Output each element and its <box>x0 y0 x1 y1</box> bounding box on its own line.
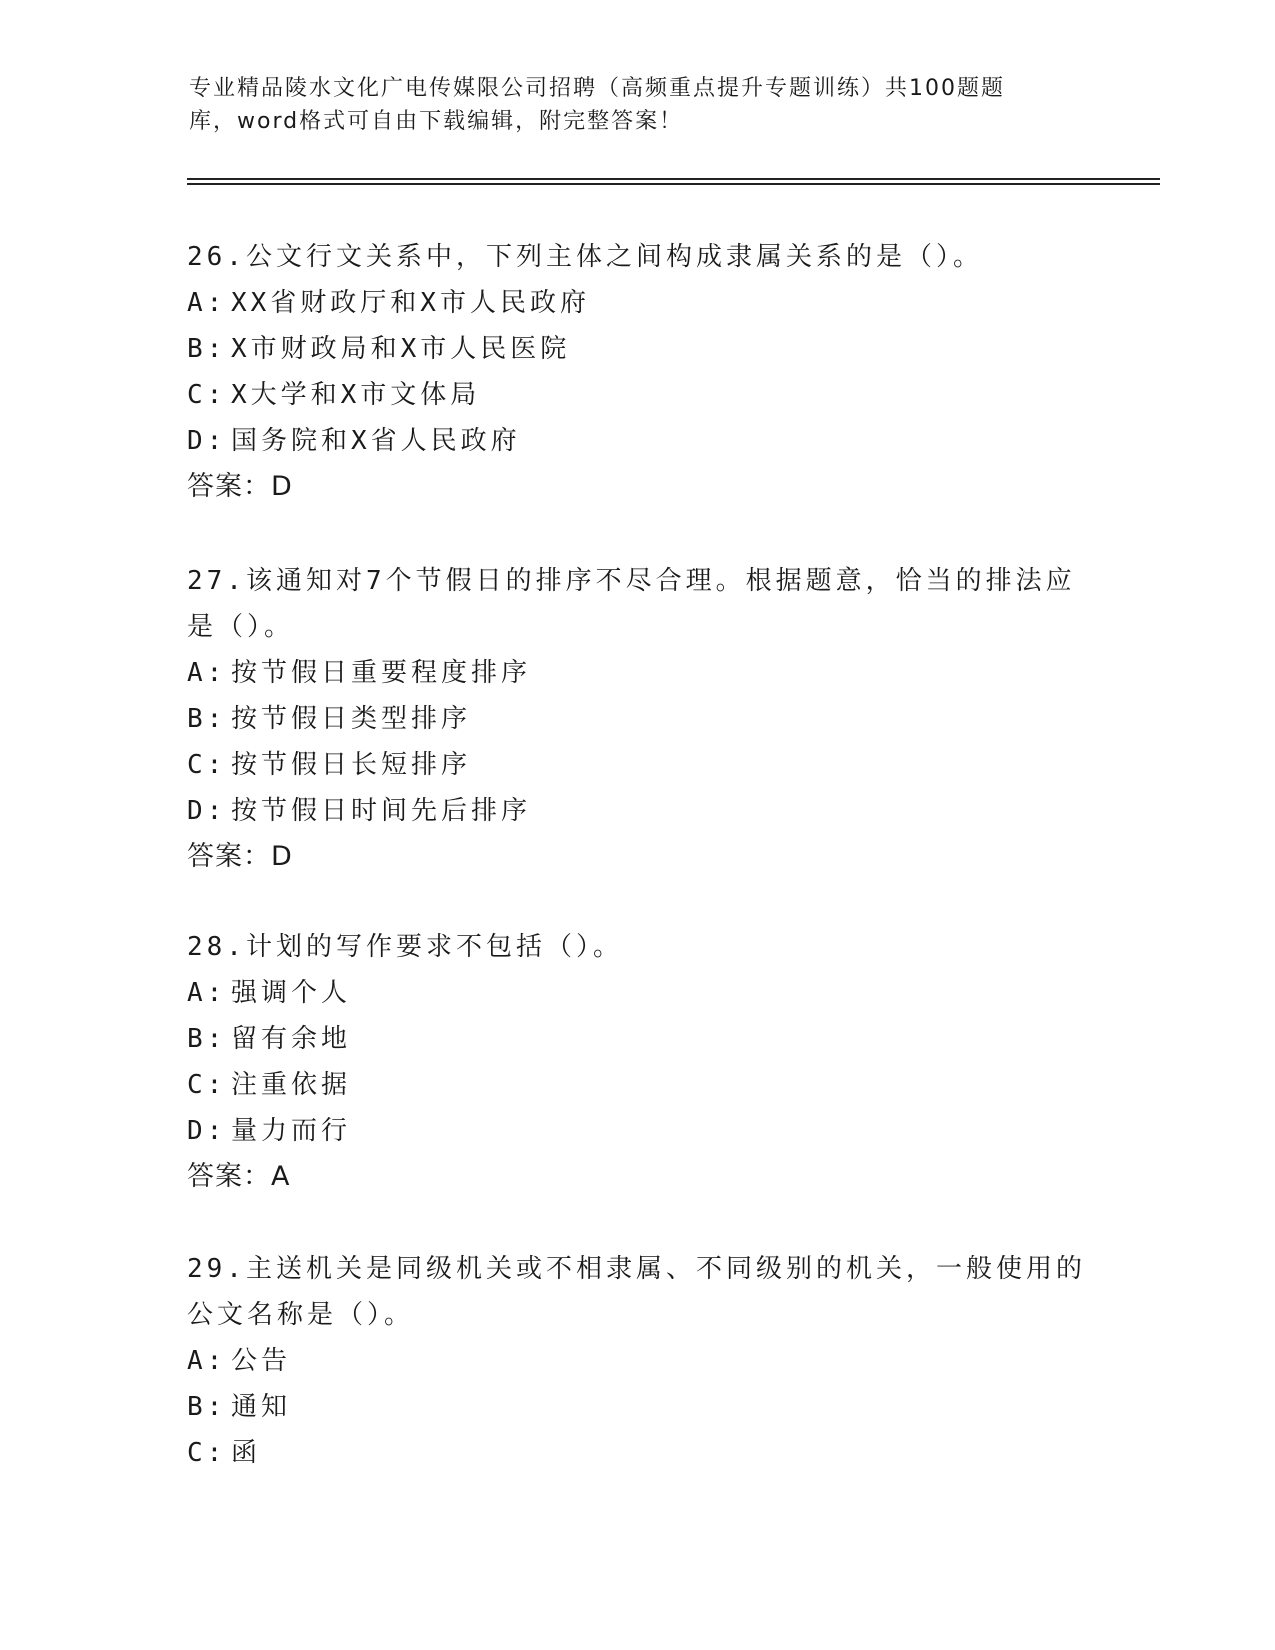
question-text: 主送机关是同级机关或不相隶属、不同级别的机关，一般使用的公文名称是（）。 <box>187 1254 1086 1330</box>
answer-line: 答案：A <box>187 1161 291 1192</box>
option-a <box>187 280 1087 326</box>
option-b <box>187 1384 1087 1430</box>
question-28 <box>187 924 1087 1200</box>
question-stem <box>187 924 1087 970</box>
question-26 <box>187 234 1087 510</box>
option-text: 国务院和X省人民政府 <box>231 426 521 456</box>
option-text: 量力而行 <box>231 1116 352 1146</box>
option-a <box>187 1338 1087 1384</box>
option-text: 按节假日重要程度排序 <box>231 658 532 688</box>
option-letter: C: <box>187 1438 227 1468</box>
option-letter: B: <box>187 704 227 734</box>
question-text: 该通知对7个节假日的排序不尽合理。根据题意，恰当的排法应是（）。 <box>187 566 1076 642</box>
question-text: 计划的写作要求不包括（）。 <box>245 932 623 962</box>
option-a <box>187 970 1087 1016</box>
document-header <box>189 72 1049 138</box>
question-number: 29. <box>187 1254 246 1284</box>
option-letter: B: <box>187 334 227 364</box>
option-a <box>187 650 1087 696</box>
question-stem <box>187 1246 1087 1338</box>
option-text: X大学和X市文体局 <box>231 380 481 410</box>
option-b <box>187 696 1087 742</box>
option-letter: C: <box>187 1070 227 1100</box>
question-stem <box>187 558 1087 650</box>
answer-line: 答案：D <box>187 471 293 502</box>
option-c <box>187 1430 1087 1476</box>
option-letter: B: <box>187 1392 227 1422</box>
option-text: 按节假日时间先后排序 <box>231 796 532 826</box>
option-d <box>187 418 1087 464</box>
option-text: 函 <box>231 1438 262 1468</box>
option-letter: C: <box>187 380 227 410</box>
option-letter: A: <box>187 978 227 1008</box>
option-text: 强调个人 <box>231 978 352 1008</box>
option-letter: B: <box>187 1024 227 1054</box>
option-text: 留有余地 <box>231 1024 352 1054</box>
answer-line: 答案：D <box>187 841 293 872</box>
option-text: 按节假日长短排序 <box>231 750 472 780</box>
question-number: 28. <box>187 932 246 962</box>
option-d <box>187 1108 1087 1154</box>
question-27 <box>187 558 1087 880</box>
question-stem <box>187 234 1087 280</box>
header-divider-bottom <box>187 183 1160 185</box>
question-number: 26. <box>187 242 246 272</box>
option-text: 注重依据 <box>231 1070 352 1100</box>
option-letter: A: <box>187 658 227 688</box>
option-text: 通知 <box>231 1392 292 1422</box>
option-c <box>187 742 1087 788</box>
option-letter: D: <box>187 426 227 456</box>
option-text: 按节假日类型排序 <box>231 704 472 734</box>
option-letter: A: <box>187 288 227 318</box>
question-number: 27. <box>187 566 246 596</box>
option-letter: C: <box>187 750 227 780</box>
option-text: X市财政局和X市人民医院 <box>231 334 571 364</box>
option-d <box>187 788 1087 834</box>
option-c <box>187 372 1087 418</box>
option-text: 公告 <box>231 1346 292 1376</box>
question-29 <box>187 1246 1087 1476</box>
option-letter: D: <box>187 796 227 826</box>
option-b <box>187 326 1087 372</box>
option-b <box>187 1016 1087 1062</box>
question-text: 公文行文关系中，下列主体之间构成隶属关系的是（）。 <box>245 242 983 272</box>
option-letter: A: <box>187 1346 227 1376</box>
option-letter: D: <box>187 1116 227 1146</box>
header-title: 专业精品陵水文化广电传媒限公司招聘（高频重点提升专题训练）共100题题库，word格式可自由下载编辑，附完整答案！ <box>189 76 1005 134</box>
option-text: XX省财政厅和X市人民政府 <box>231 288 590 318</box>
option-c <box>187 1062 1087 1108</box>
header-divider-top <box>187 178 1160 180</box>
